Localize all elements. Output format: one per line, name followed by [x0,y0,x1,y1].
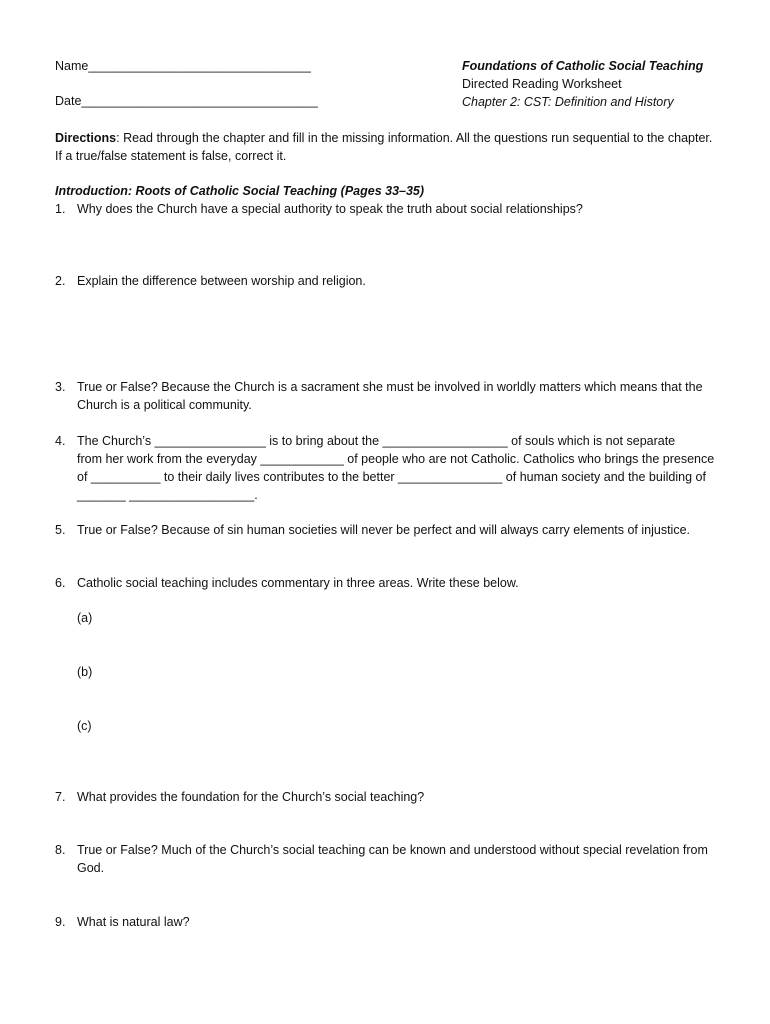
directions [55,129,720,165]
directions-label: Directions [55,131,117,145]
subitem-c: (c) [77,719,92,733]
worksheet-subtitle: Directed Reading Worksheet [462,77,622,91]
subitem-a: (a) [77,611,93,625]
question-text: True or False? Because the Church is a sacrament she must be involved in worldly matters which means that the Church is a political community. [77,380,703,412]
question-number: 7. [55,790,66,804]
question-5 [55,521,720,539]
question-number: 9. [55,915,66,929]
question-4-line-2[interactable]: from her work from the everyday ____________ of people who are not Catholic. Catholics who brings the presence [77,452,715,466]
question-8 [55,841,720,877]
question-4-line-4[interactable]: _______ __________________. [77,488,258,502]
date-label: Date [55,94,82,108]
name-blank[interactable]: ________________________________ [88,59,311,73]
question-3 [55,378,720,414]
question-2 [55,272,720,290]
question-text: What provides the foundation for the Church’s social teaching? [77,790,425,804]
question-text: What is natural law? [77,915,190,929]
question-text: Catholic social teaching includes commentary in three areas. Write these below. [77,576,519,590]
question-9 [55,913,720,931]
subitem-b: (b) [77,665,93,679]
name-label: Name [55,59,89,73]
section-heading: Introduction: Roots of Catholic Social Teaching (Pages 33–35) [55,184,425,198]
directions-text: : Read through the chapter and fill in the missing information. All the questions run sequential to the chapter. If a true/false statement is false, correct it. [55,131,713,163]
question-number: 5. [55,523,66,537]
name-line[interactable] [55,57,311,75]
worksheet-title: Foundations of Catholic Social Teaching [462,59,704,73]
question-number: 6. [55,576,66,590]
question-4-line-3[interactable]: of __________ to their daily lives contributes to the better _______________ of human society and the building of [77,470,706,484]
question-text: Explain the difference between worship and religion. [77,274,366,288]
question-text [77,432,720,504]
question-text: True or False? Much of the Church’s social teaching can be known and understood without special revelation from God. [77,843,708,875]
chapter-title: Chapter 2: CST: Definition and History [462,95,674,109]
question-number: 8. [55,843,66,857]
question-text: Why does the Church have a special authority to speak the truth about social relationships? [77,202,583,216]
question-number: 2. [55,274,66,288]
question-4-line-1[interactable]: The Church’s ________________ is to bring about the __________________ of souls which is not separate [77,434,676,448]
question-text: True or False? Because of sin human societies will never be perfect and will always carry elements of injustice. [77,523,691,537]
question-number: 4. [55,434,66,448]
question-number: 1. [55,202,66,216]
date-blank[interactable]: __________________________________ [81,94,318,108]
question-6 [55,574,720,592]
question-7 [55,788,720,806]
question-1 [55,200,720,218]
question-number: 3. [55,380,66,394]
date-line[interactable] [55,92,318,110]
question-4 [55,432,720,504]
